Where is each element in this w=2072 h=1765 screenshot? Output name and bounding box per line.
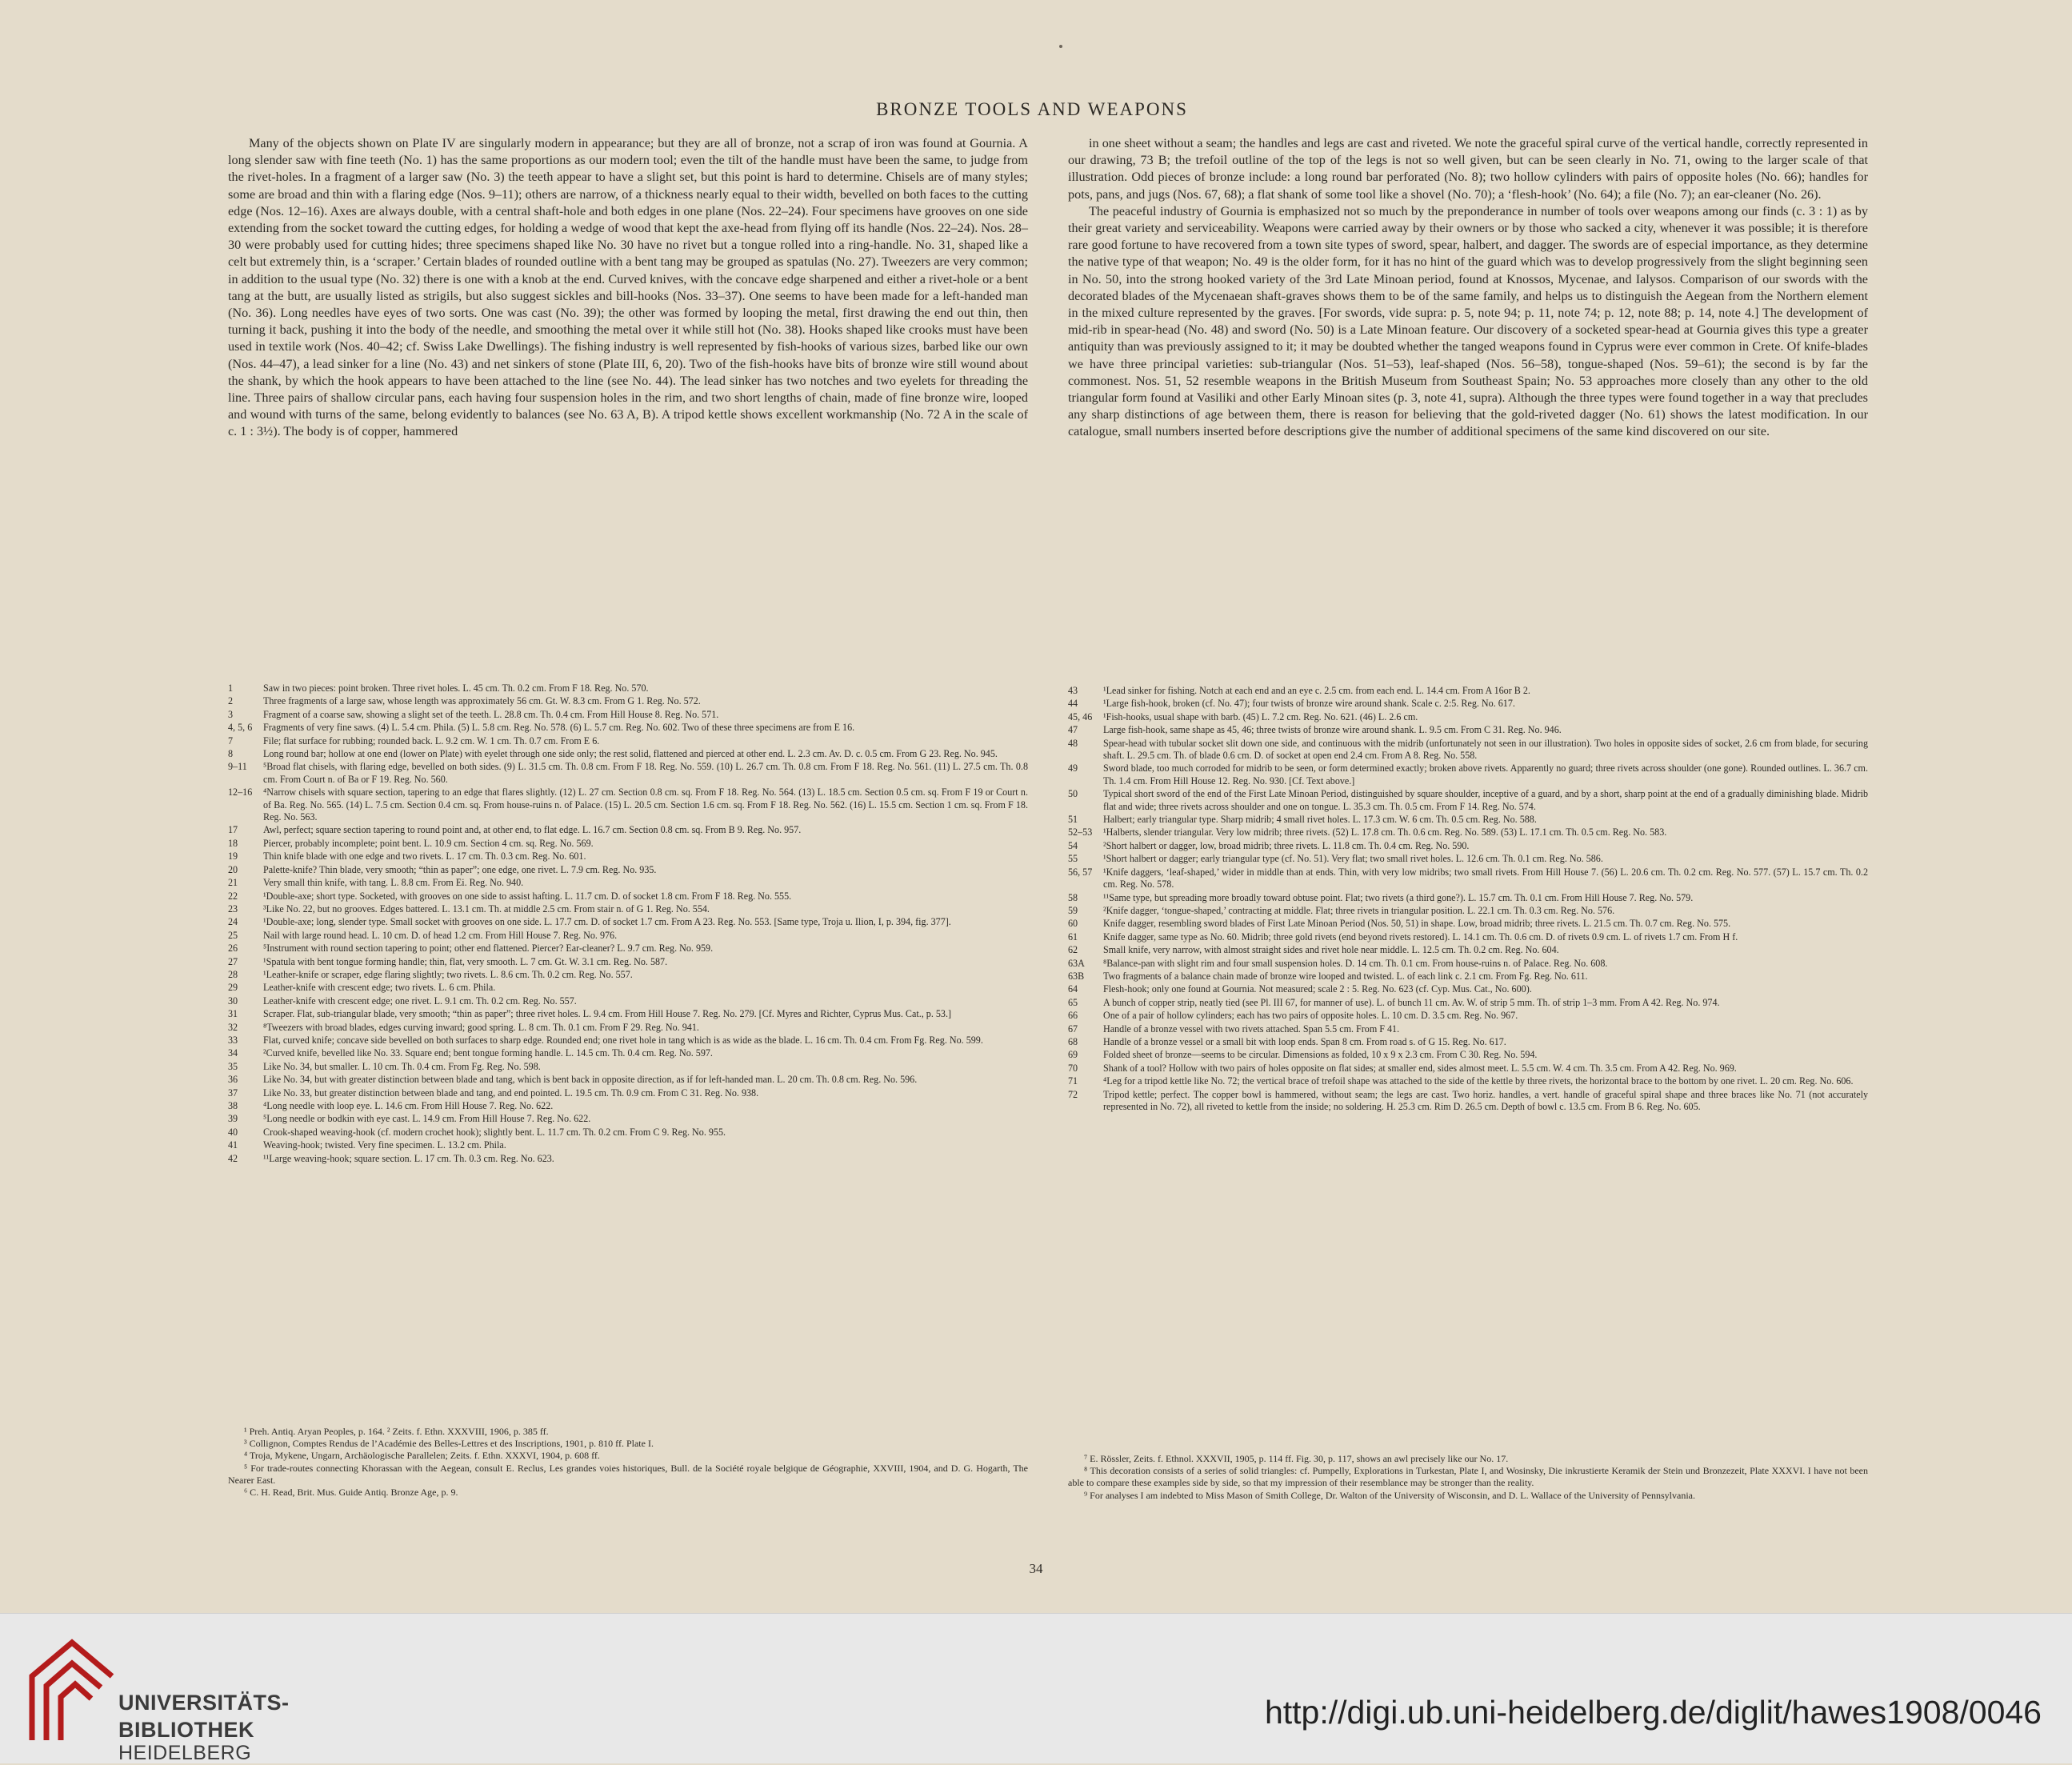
catalogue-description: Leather-knife with crescent edge; one rivet. L. 9.1 cm. Th. 0.2 cm. Reg. No. 557. [263, 995, 577, 1007]
catalogue-number: 59 [1068, 904, 1078, 916]
footnote: ⁷ E. Rössler, Zeits. f. Ethnol. XXXVII, 1905, p. 114 ff. Fig. 30, p. 117, shows an awl precisely like our No. 17. [1084, 1453, 1509, 1464]
catalogue-number: 2 [228, 695, 234, 707]
catalogue-description: Like No. 34, but with greater distinction between blade and tang, which is bent back in opposite direction, as if for left-handed man. L. 20 cm. Th. 0.8 cm. Reg. No. 596. [263, 1074, 918, 1086]
catalogue-entry [1068, 944, 1868, 956]
catalogue-number: 24 [228, 916, 238, 928]
catalogue-number: 31 [228, 1008, 238, 1020]
catalogue-description: ⁵Broad flat chisels, with flaring edge, bevelled on both sides. (9) L. 31.5 cm. Th. 0.8 cm. From F 18. Reg. No. 559. (10) L. 26.7 cm. Th. 0.8 cm. From F 18. Reg. No. 561. (11) L. 27.5 cm. Th. 0.8 cm. From Court n. of Ba or F 19. Reg. No. 560. [263, 761, 1028, 785]
catalogue-entry [228, 761, 1028, 786]
catalogue-description: ¹Short halbert or dagger; early triangular type (cf. No. 51). Very flat; two small rivet holes. L. 12.6 cm. Th. 0.1 cm. Reg. No. 586. [1103, 853, 1603, 865]
body-paragraph: in one sheet without a seam; the handles and legs are cast and riveted. We note the graceful spiral curve of the vertical handle, correctly represented in our drawing, 73 B; the trefoil outline of the top of the legs is not so well given, but can be seen clearly in No. 71, owing to the larger scale of that illustration. Odd pieces of bronze include: a long round bar perforated (No. 8); two hollow cylinders with pairs of opposite holes (No. 66); handles for pots, pans, and jugs (Nos. 67, 68); a flat shank of some tool like a shovel (No. 70); a ‘flesh-hook’ (No. 64); a file (No. 7); an ear-cleaner (No. 26). [1068, 136, 1868, 202]
catalogue-number: 27 [228, 955, 238, 967]
running-head: BRONZE TOOLS AND WEAPONS [876, 99, 1188, 119]
catalogue-description: Flat, curved knife; concave side bevelled on both surfaces to sharp edge. Rounded end; one rivet hole in tang which is as wide as the blade. L. 16 cm. Th. 0.4 cm. From Fg. Reg. No. 599. [263, 1034, 983, 1046]
catalogue-number: 45, 46 [1068, 710, 1093, 722]
catalogue-entry [228, 1061, 1028, 1073]
catalogue-entry [228, 1047, 1028, 1059]
catalogue-description: ²Short halbert or dagger, low, broad midrib; three rivets. L. 11.8 cm. Th. 0.4 cm. Reg. No. 590. [1103, 839, 1470, 851]
university-library-logo-icon [24, 1628, 120, 1748]
catalogue-number: 38 [228, 1100, 238, 1111]
catalogue-entry [1068, 971, 1868, 983]
catalogue-description: Flesh-hook; only one found at Gournia. Not measured; scale 2 : 5. Reg. No. 623 (cf. Cyp. Mus. Cat., No. 600). [1103, 983, 1532, 995]
catalogue-entry [228, 930, 1028, 942]
catalogue-list-left [228, 682, 1028, 1166]
catalogue-entry [228, 709, 1028, 721]
catalogue-entry [228, 1008, 1028, 1020]
catalogue-number: 69 [1068, 1049, 1078, 1061]
catalogue-number: 42 [228, 1152, 238, 1164]
catalogue-number: 72 [1068, 1088, 1078, 1100]
body-paragraph: The peaceful industry of Gournia is emphasized not so much by the preponderance in number of tools over weapons among our finds (c. 3 : 1) as by their great variety and serviceability. Weapons were carried away by their owners or by those who sacked a city, whenever it was possible; it is therefore rare good fortune to have recovered from a town site types of sword, spear, halbert, and dagger. The swords are of especial importance, as they determine the native type of that weapon; No. 49 is the older form, for it has no hint of the guard which was to develop progressively from the slight beginning seen in No. 50, into the strong hooked variety of the 3rd Late Minoan period, found at Knossos, Mycenae, and Ialysos. Comparison of our swords with the decorated blades of the Mycenaean shaft-graves shows them to be of the same family, and helps us to distinguish the Aegean from the Northern element in the mixed culture represented by the graves. [For swords, vide supra: p. 5, note 94; p. 11, note 74; p. 12, note 88; p. 14, note 4.] The development of mid-rib in spear-head (No. 48) and sword (No. 50) is a Late Minoan feature. Our discovery of a socketed spear-head at Gournia gives this type a greater antiquity than was previously assigned to it; it may be doubted whether the tanged weapons found in Cyprus were ever common in Crete. Of knife-blades we have three principal varieties: sub-triangular (Nos. 51–53), leaf-shaped (Nos. 56–58), tongue-shaped (Nos. 59–61); the second is by far the commonest. Nos. 51, 52 resemble weapons in the British Museum from Southeast Spain; No. 53 approaches more closely than any other to the old triangular form found at Vasiliki and other Early Minoan sites (p. 3, note 41, supra). Although the three types were found together in a way that precludes any sharp distinctions of age between them, there is reason for believing that the gold-riveted dagger (No. 61) shows the latest modification. In our catalogue, small numbers inserted before descriptions give the number of additional specimens of the same kind discovered on our site. [1068, 203, 1868, 439]
catalogue-entry [228, 786, 1028, 823]
catalogue-entry [1068, 958, 1868, 970]
footnote: ⁴ Troja, Mykene, Ungarn, Archäologische Parallelen; Zeits. f. Ethn. XXXVI, 1904, p. 608 ff. [244, 1450, 600, 1462]
page-number: 34 [1029, 1561, 1043, 1576]
catalogue-entry [228, 916, 1028, 928]
catalogue-description: Palette-knife? Thin blade, very smooth; “thin as paper”; one edge, one rivet. L. 7.9 cm. Reg. No. 935. [263, 863, 657, 875]
catalogue-number: 54 [1068, 839, 1078, 851]
catalogue-description: ¹Large fish-hook, broken (cf. No. 47); four twists of bronze wire around shank. Scale c. 2:5. Reg. No. 617. [1103, 698, 1515, 710]
catalogue-number: 47 [1068, 724, 1078, 736]
catalogue-entry [228, 956, 1028, 968]
catalogue-entry [228, 1074, 1028, 1086]
footnote: ⁹ For analyses I am indebted to Miss Mason of Smith College, Dr. Walton of the University of Wisconsin, and D. L. Wallace of the University of Pennsylvania. [1084, 1489, 1695, 1501]
catalogue-number: 50 [1068, 788, 1078, 800]
catalogue-description: ²Curved knife, bevelled like No. 33. Square end; bent tongue forming handle. L. 14.5 cm. Th. 0.4 cm. Reg. No. 597. [263, 1047, 713, 1059]
catalogue-number: 26 [228, 943, 238, 955]
catalogue-number: 28 [228, 968, 238, 980]
catalogue-number: 56, 57 [1068, 866, 1093, 878]
catalogue-description: ¹Fish-hooks, usual shape with barb. (45) L. 7.2 cm. Reg. No. 621. (46) L. 2.6 cm. [1103, 710, 1418, 722]
catalogue-entry [228, 850, 1028, 862]
catalogue-entry [228, 969, 1028, 981]
catalogue-entry [1068, 866, 1868, 891]
catalogue-description: Long round bar; hollow at one end (lower on Plate) with eyelet through one side only; the rest solid, flattened and pierced at other end. L. 2.3 cm. Av. D. c. 0.5 cm. From G 23. Reg. No. 945. [263, 748, 998, 760]
footnote: ⁸ This decoration consists of a series of solid triangles: cf. Pumpelly, Explorations in Turkestan, Plate I, and Wosinsky, Die inkrustierte Keramik der Stein und Bronzezeit, Plate XXXVI. I have not been able to compare these examples side by side, so that my impression of their resemblance may be stronger than the reality. [1068, 1465, 1868, 1489]
catalogue-description: Two fragments of a balance chain made of bronze wire looped and twisted. L. of each link c. 2.1 cm. From Fg. Reg. No. 611. [1103, 970, 1588, 982]
catalogue-entry [228, 838, 1028, 850]
catalogue-description: Halbert; early triangular type. Sharp midrib; 4 small rivet holes. L. 17.3 cm. W. 6 cm. Th. 0.5 cm. Reg. No. 588. [1103, 814, 1537, 826]
catalogue-number: 61 [1068, 931, 1078, 943]
catalogue-number: 63A [1068, 957, 1085, 969]
catalogue-number: 40 [228, 1126, 238, 1138]
catalogue-description: Small knife, very narrow, with almost straight sides and rivet hole near middle. L. 12.5 cm. Th. 0.2 cm. Reg. No. 604. [1103, 944, 1559, 956]
catalogue-number: 66 [1068, 1010, 1078, 1022]
catalogue-entry [228, 1100, 1028, 1112]
catalogue-description: Weaving-hook; twisted. Very fine specimen. L. 13.2 cm. Phila. [263, 1139, 506, 1151]
library-name-line-3: HEIDELBERG [118, 1742, 252, 1764]
catalogue-description: ⁵Instrument with round section tapering to point; other end flattened. Piercer? Ear-cleaner? L. 9.7 cm. Reg. No. 959. [263, 943, 714, 955]
catalogue-number: 52–53 [1068, 826, 1093, 838]
catalogue-number: 49 [1068, 762, 1078, 774]
catalogue-description: ³Like No. 22, but no grooves. Edges battered. L. 13.1 cm. Th. at middle 2.5 cm. From stair n. of G 1. Reg. No. 554. [263, 903, 710, 915]
catalogue-description: ²Knife dagger, ‘tongue-shaped,’ contracting at middle. Flat; three rivets in triangular position. L. 22.1 cm. Th. 0.3 cm. Reg. No. 576. [1103, 904, 1615, 916]
catalogue-description: Knife dagger, resembling sword blades of First Late Minoan Period (Nos. 50, 51) in shape. Low, broad midrib; three rivets. L. 21.5 cm. Th. 0.7 cm. Reg. No. 575. [1103, 918, 1731, 930]
footnote: ⁶ C. H. Read, Brit. Mus. Guide Antiq. Bronze Age, p. 9. [244, 1487, 458, 1499]
catalogue-description: Like No. 33, but greater distinction between blade and tang, and end pointed. L. 19.5 cm. Th. 0.9 cm. From C 31. Reg. No. 938. [263, 1087, 759, 1099]
footnotes-right [1068, 1453, 1868, 1502]
catalogue-description: Awl, perfect; square section tapering to round point and, at other end, to flat edge. L. 16.7 cm. Section 0.8 cm. sq. From B 9. Reg. No. 957. [263, 824, 802, 836]
page-mark-dot [1059, 45, 1062, 48]
catalogue-description: Shank of a tool? Hollow with two pairs of holes opposite on flat sides; at smaller end, sides almost meet. L. 5.5 cm. W. 4 cm. Th. 3.5 cm. From A 42. Reg. No. 969. [1103, 1062, 1737, 1074]
catalogue-number: 39 [228, 1113, 238, 1125]
source-url-link[interactable]: http://digi.ub.uni-heidelberg.de/diglit/hawes1908/0046 [1264, 1694, 2042, 1731]
catalogue-entry [1068, 1049, 1868, 1061]
catalogue-description: Nail with large round head. L. 10 cm. D. of head 1.2 cm. From Hill House 7. Reg. No. 976. [263, 929, 618, 941]
catalogue-entry [1068, 905, 1868, 917]
footer-bar [0, 1613, 2072, 1763]
catalogue-description: Knife dagger, same type as No. 60. Midrib; three gold rivets (end beyond rivets restored). L. 14.1 cm. Th. 0.6 cm. D. of rivets 0.9 cm. L. of rivets 1.7 cm. From H f. [1103, 931, 1738, 943]
catalogue-number: 9–11 [228, 761, 247, 773]
footnotes-left [228, 1426, 1028, 1499]
catalogue-entry [1068, 826, 1868, 838]
catalogue-entry [228, 722, 1028, 734]
catalogue-list-right [1068, 685, 1868, 1114]
catalogue-number: 33 [228, 1034, 238, 1046]
catalogue-number: 12–16 [228, 786, 253, 798]
catalogue-number: 58 [1068, 891, 1078, 903]
footnote: ¹ Preh. Antiq. Aryan Peoples, p. 164. ² Zeits. f. Ethn. XXXVIII, 1906, p. 385 ff. [244, 1426, 549, 1437]
catalogue-description: ⁵Long needle or bodkin with eye cast. L. 14.9 cm. From Hill House 7. Reg. No. 622. [263, 1113, 591, 1125]
catalogue-number: 60 [1068, 918, 1078, 930]
catalogue-description: Spear-head with tubular socket slit down one side, and continuous with the midrib (unfortunately not seen in our illustration). Two holes in opposite sides of socket, 2.6 cm from blade, for securing shaft. L. 29.5 cm. Th. of blade 0.6 cm. D. of socket at open end 2.4 cm. From A 8. Reg. No. 558. [1103, 737, 1868, 762]
catalogue-description: One of a pair of hollow cylinders; each has two pairs of opposite holes. L. 10 cm. D. 3.5 cm. Reg. No. 967. [1103, 1010, 1518, 1022]
catalogue-description: Handle of a bronze vessel or a small bit with loop ends. Span 8 cm. From road s. of G 15. Reg. No. 617. [1103, 1035, 1506, 1047]
catalogue-entry [1068, 918, 1868, 930]
catalogue-number: 44 [1068, 698, 1078, 710]
footnote: ⁵ For trade-routes connecting Khorassan with the Aegean, consult E. Reclus, Les grandes voies historiques, Bull. de la Société royale belgique de Géographie, XXVIII, 1904, and D. G. Hogarth, The Nearer East. [228, 1462, 1028, 1486]
catalogue-entry [1068, 931, 1868, 943]
catalogue-description: ¹¹Same type, but spreading more broadly toward obtuse point. Flat; two rivets (a third gone?). L. 15.7 cm. Th. 0.1 cm. From Hill House 7. Reg. No. 579. [1103, 891, 1694, 903]
catalogue-description: ¹Lead sinker for fishing. Notch at each end and an eye c. 2.5 cm. from each end. L. 14.4 cm. From A 16or B 2. [1103, 685, 1530, 696]
catalogue-number: 51 [1068, 814, 1078, 826]
catalogue-number: 43 [1068, 685, 1078, 696]
library-name-line-1: UNIVERSITÄTS- [118, 1691, 290, 1715]
catalogue-description: ¹Double-axe; long, slender type. Small socket with grooves on one side. L. 17.7 cm. D. of socket 1.7 cm. From A 23. Reg. No. 553. [Same type, Troja u. Ilion, I, p. 394, fig. 377]. [263, 916, 951, 928]
catalogue-entry [1068, 840, 1868, 852]
catalogue-number: 35 [228, 1060, 238, 1072]
catalogue-entry [1068, 738, 1868, 762]
catalogue-entry [1068, 1075, 1868, 1087]
catalogue-entry [228, 903, 1028, 915]
catalogue-entry [228, 824, 1028, 836]
catalogue-number: 34 [228, 1047, 238, 1059]
catalogue-number: 7 [228, 734, 234, 746]
catalogue-entry [228, 1022, 1028, 1034]
catalogue-description: Folded sheet of bronze—seems to be circular. Dimensions as folded, 10 x 9 x 2.3 cm. From C 30. Reg. No. 594. [1103, 1049, 1538, 1061]
catalogue-number: 23 [228, 903, 238, 915]
catalogue-number: 41 [228, 1139, 238, 1151]
catalogue-number: 71 [1068, 1075, 1078, 1087]
catalogue-description: Tripod kettle; perfect. The copper bowl is hammered, without seam; the legs are cast. Two horiz. handles, a vert. handle of graceful spiral shape and three braces like No. 71 (not accurately represented in No. 72), all riveted to kettle from the inside; no soldering. H. 25.3 cm. Rim D. 26.5 cm. Depth of bowl c. 13.5 cm. From B 6. Reg. No. 605. [1103, 1088, 1868, 1112]
catalogue-description: ¹¹Large weaving-hook; square section. L. 17 cm. Th. 0.3 cm. Reg. No. 623. [263, 1152, 554, 1164]
catalogue-entry [1068, 1036, 1868, 1048]
catalogue-description: A bunch of copper strip, neatly tied (see Pl. III 67, for manner of use). L. of bunch 11 cm. Av. W. of strip 5 mm. Th. of strip 1–3 mm. From A 42. Reg. No. 974. [1103, 996, 1720, 1008]
catalogue-entry [228, 864, 1028, 876]
catalogue-entry [1068, 1089, 1868, 1114]
catalogue-number: 67 [1068, 1023, 1078, 1035]
catalogue-description: Scraper. Flat, sub-triangular blade, very smooth; “thin as paper”; three rivet holes. L. 9.4 cm. From Hill House 7. Reg. No. 279. [Cf. Myres and Richter, Cyprus Mus. Cat., p. 53.] [263, 1008, 952, 1020]
catalogue-entry [1068, 997, 1868, 1009]
catalogue-entry [1068, 724, 1868, 736]
catalogue-description: ¹Halberts, slender triangular. Very low midrib; three rivets. (52) L. 17.8 cm. Th. 0.6 cm. Reg. No. 589. (53) L. 17.1 cm. Th. 0.5 cm. Reg. No. 583. [1103, 826, 1667, 838]
catalogue-number: 29 [228, 982, 238, 994]
body-paragraph: Many of the objects shown on Plate IV are singularly modern in appearance; but they are all of bronze, not a scrap of iron was found at Gournia. A long slender saw with fine teeth (No. 1) has the same proportions as our modern tool; even the tilt of the handle must have been the same, to judge from the rivet-holes. In a fragment of a larger saw (No. 3) the teeth appear to have a slight set, but this point is hard to determine. Chisels are of many styles; some are broad and thin with a flaring edge (Nos. 9–11); others are narrow, of a thickness nearly equal to their width, bevelled on both faces to the cutting edge (Nos. 12–16). Axes are always double, with a central shaft-hole and both edges in one plane (Nos. 22–24). Four specimens have grooves on one side extending from the socket toward the cutting edges, for holding a wedge of wood that kept the axe-head from flying off its handle (Nos. 22–24). Nos. 28–30 were probably used for cutting hides; three specimens shaped like No. 30 have no rivet but a tongue rolled into a ring-handle. No. 31, shaped like a celt but extremely thin, is a ‘scraper.’ Certain blades of rounded outline with a bent tang may be grouped as spatulas (No. 27). Tweezers are very common; in addition to the usual type (No. 32) there is one with a knob at the end. Curved knives, with the concave edge sharpened and either a rivet-hole or a bent tang at the butt, are usually listed as strigils, but also suggest sickles and bill-hooks (Nos. 33–37). One seems to have been made for a left-handed man (No. 36). Long needles have eyes of two sorts. One was cast (No. 39); the other was formed by looping the metal, first drawing the end out thin, then turning it back, pushing it into the body of the needle, and smoothing the metal over it while still hot (No. 38). Hooks shaped like crooks must have been used in textile work (Nos. 40–42; cf. Swiss Lake Dwellings). The fishing industry is well represented by fish-hooks of various sizes, barbed like our own (Nos. 44–47), a lead sinker for a line (No. 43) and net sinkers of stone (Plate III, 6, 20). Two of the fish-hooks have bits of bronze wire still wound about the shank, by which the hook appears to have been attached to the line (see No. 44). The lead sinker has two notches and two eyelets for threading the line. Three pairs of shallow circular pans, each having four suspension holes in the rim, and two short lengths of chain, made of fine bronze wire, looped and wound with turns of the same, belong evidently to balances (see No. 63 A, B). A tripod kettle shows excellent workmanship (No. 72 A in the scale of c. 1 : 3½). The body is of copper, hammered [228, 136, 1028, 439]
catalogue-description: Fragment of a coarse saw, showing a slight set of the teeth. L. 28.8 cm. Th. 0.4 cm. From Hill House 8. Reg. No. 571. [263, 708, 719, 720]
catalogue-number: 65 [1068, 996, 1078, 1008]
catalogue-entry [228, 1127, 1028, 1139]
catalogue-number: 22 [228, 890, 238, 902]
catalogue-entry [228, 1153, 1028, 1165]
catalogue-entry [228, 682, 1028, 694]
catalogue-description: ⁴Narrow chisels with square section, tapering to an edge that flares slightly. (12) L. 27 cm. Section 0.8 cm. sq. From F 18. Reg. No. 564. (13) L. 18.5 cm. Section 0.5 cm. sq. From F 19 or Court n. of Ba. Reg. No. 565. (14) L. 7.5 cm. Section 0.4 cm. sq. From house-ruins n. of Palace. (15) L. 20.5 cm. Section 1.6 cm. sq. From F 18. Reg. No. 562. (16) L. 15.5 cm. Section 1 cm. sq. From F 18. Reg. No. 563. [263, 786, 1028, 823]
catalogue-number: 30 [228, 995, 238, 1007]
catalogue-description: Sword blade, too much corroded for midrib to be seen, or form determined exactly; broken above rivets. Apparently no guard; three rivets across shoulder (one gone). Rounded outlines. L. 36.7 cm. Th. 1.4 cm. From Hill House 12. Reg. No. 930. [Cf. Text above.] [1103, 762, 1868, 786]
catalogue-number: 68 [1068, 1035, 1078, 1047]
catalogue-description: Large fish-hook, same shape as 45, 46; three twists of bronze wire around shank. L. 9.5 cm. From C 31. Reg. No. 946. [1103, 724, 1562, 736]
catalogue-description: Very small thin knife, with tang. L. 8.8 cm. From Ei. Reg. No. 940. [263, 877, 524, 889]
catalogue-entry [228, 695, 1028, 707]
catalogue-description: Piercer, probably incomplete; point bent. L. 10.9 cm. Section 4 cm. sq. Reg. No. 569. [263, 837, 594, 849]
catalogue-description: ¹Double-axe; short type. Socketed, with grooves on one side to assist hafting. L. 11.7 cm. D. of socket 1.8 cm. From F 18. Reg. No. 555. [263, 890, 792, 902]
catalogue-description: Saw in two pieces: point broken. Three rivet holes. L. 45 cm. Th. 0.2 cm. From F 18. Reg. No. 570. [263, 682, 649, 694]
catalogue-number: 21 [228, 877, 238, 889]
catalogue-description: Typical short sword of the end of the First Late Minoan Period, distinguished by square shoulder, inceptive of a guard, and by a short, sharp point at the end of a gradually diminishing blade. Midrib flat and wide; three rivets across shoulder and one on tongue. L. 35.3 cm. Th. 0.5 cm. From F 14. Reg. No. 574. [1103, 788, 1868, 812]
body-column-right [1068, 135, 1868, 441]
catalogue-number: 1 [228, 682, 234, 694]
catalogue-number: 18 [228, 837, 238, 849]
catalogue-entry [228, 982, 1028, 994]
catalogue-description: ¹Spatula with bent tongue forming handle; thin, flat, very smooth. L. 7 cm. Gt. W. 3.1 cm. Reg. No. 587. [263, 955, 668, 967]
catalogue-description: ¹Leather-knife or scraper, edge flaring slightly; two rivets. L. 8.6 cm. Th. 0.2 cm. Reg. No. 557. [263, 968, 633, 980]
catalogue-entry [1068, 711, 1868, 723]
catalogue-entry [228, 1087, 1028, 1099]
catalogue-description: Handle of a bronze vessel with two rivets attached. Span 5.5 cm. From F 41. [1103, 1023, 1400, 1035]
catalogue-entry [228, 1113, 1028, 1125]
catalogue-description: Like No. 34, but smaller. L. 10 cm. Th. 0.4 cm. From Fg. Reg. No. 598. [263, 1060, 541, 1072]
catalogue-number: 25 [228, 929, 238, 941]
catalogue-entry [1068, 814, 1868, 826]
library-name-line-2: BIBLIOTHEK [118, 1718, 254, 1742]
catalogue-description: ⁴Leg for a tripod kettle like No. 72; the vertical brace of trefoil shape was attached to the side of the kettle by three rivets, the horizontal brace to the bottom by one rivet. L. 20 cm. Reg. No. 606. [1103, 1075, 1854, 1087]
catalogue-number: 20 [228, 863, 238, 875]
catalogue-number: 70 [1068, 1062, 1078, 1074]
catalogue-entry [1068, 1063, 1868, 1075]
catalogue-entry [1068, 698, 1868, 710]
catalogue-description: Leather-knife with crescent edge; two rivets. L. 6 cm. Phila. [263, 982, 496, 994]
catalogue-description: Thin knife blade with one edge and two rivets. L. 17 cm. Th. 0.3 cm. Reg. No. 601. [263, 850, 586, 862]
catalogue-description: Three fragments of a large saw, whose length was approximately 56 cm. Gt. W. 8.3 cm. From G 1. Reg. No. 572. [263, 695, 701, 707]
catalogue-description: ⁸Tweezers with broad blades, edges curving inward; good spring. L. 8 cm. Th. 0.1 cm. From F 29. Reg. No. 941. [263, 1021, 699, 1033]
catalogue-number: 3 [228, 708, 234, 720]
catalogue-entry [228, 891, 1028, 903]
catalogue-description: Crook-shaped weaving-hook (cf. modern crochet hook); slightly bent. L. 11.7 cm. Th. 0.2 cm. From C 9. Reg. No. 955. [263, 1126, 726, 1138]
body-column-left [228, 135, 1028, 441]
catalogue-entry [228, 735, 1028, 747]
catalogue-number: 32 [228, 1021, 238, 1033]
catalogue-number: 36 [228, 1074, 238, 1086]
catalogue-number: 19 [228, 850, 238, 862]
catalogue-entry [1068, 788, 1868, 813]
catalogue-entry [228, 748, 1028, 760]
catalogue-entry [1068, 983, 1868, 995]
footnote: ³ Collignon, Comptes Rendus de l’Académie des Belles-Lettres et des Inscriptions, 1901, p. 810 ff. Plate I. [244, 1438, 654, 1450]
catalogue-number: 64 [1068, 983, 1078, 995]
catalogue-number: 55 [1068, 853, 1078, 865]
catalogue-entry [1068, 685, 1868, 697]
catalogue-number: 48 [1068, 737, 1078, 749]
catalogue-number: 4, 5, 6 [228, 722, 253, 734]
catalogue-number: 62 [1068, 944, 1078, 956]
catalogue-number: 17 [228, 824, 238, 836]
catalogue-description: File; flat surface for rubbing; rounded back. L. 9.2 cm. W. 1 cm. Th. 0.7 cm. From E 6. [263, 734, 600, 746]
catalogue-entry [228, 995, 1028, 1007]
catalogue-entry [228, 877, 1028, 889]
catalogue-entry [1068, 1023, 1868, 1035]
catalogue-number: 8 [228, 748, 234, 760]
catalogue-number: 63B [1068, 970, 1085, 982]
catalogue-entry [1068, 762, 1868, 787]
catalogue-entry [1068, 892, 1868, 904]
catalogue-entry [228, 1035, 1028, 1047]
catalogue-entry [1068, 1010, 1868, 1022]
catalogue-description: Fragments of very fine saws. (4) L. 5.4 cm. Phila. (5) L. 5.8 cm. Reg. No. 578. (6) L. 5.7 cm. Reg. No. 602. Two of these three specimens are from E 16. [263, 722, 855, 734]
catalogue-number: 37 [228, 1087, 238, 1099]
catalogue-entry [228, 1139, 1028, 1151]
catalogue-description: ⁸Balance-pan with slight rim and four small suspension holes. D. 14 cm. Th. 0.1 cm. From house-ruins n. of Palace. Reg. No. 608. [1103, 957, 1608, 969]
catalogue-description: ⁴Long needle with loop eye. L. 14.6 cm. From Hill House 7. Reg. No. 622. [263, 1100, 554, 1111]
catalogue-entry [228, 943, 1028, 955]
catalogue-description: ¹Knife daggers, ‘leaf-shaped,’ wider in middle than at ends. Thin, with very low midribs; two small rivets. From Hill House 7. (56) L. 20.6 cm. Th. 0.2 cm. Reg. No. 577. (57) L. 15.7 cm. Th. 0.2 cm. Reg. No. 578. [1103, 866, 1868, 891]
catalogue-entry [1068, 853, 1868, 865]
